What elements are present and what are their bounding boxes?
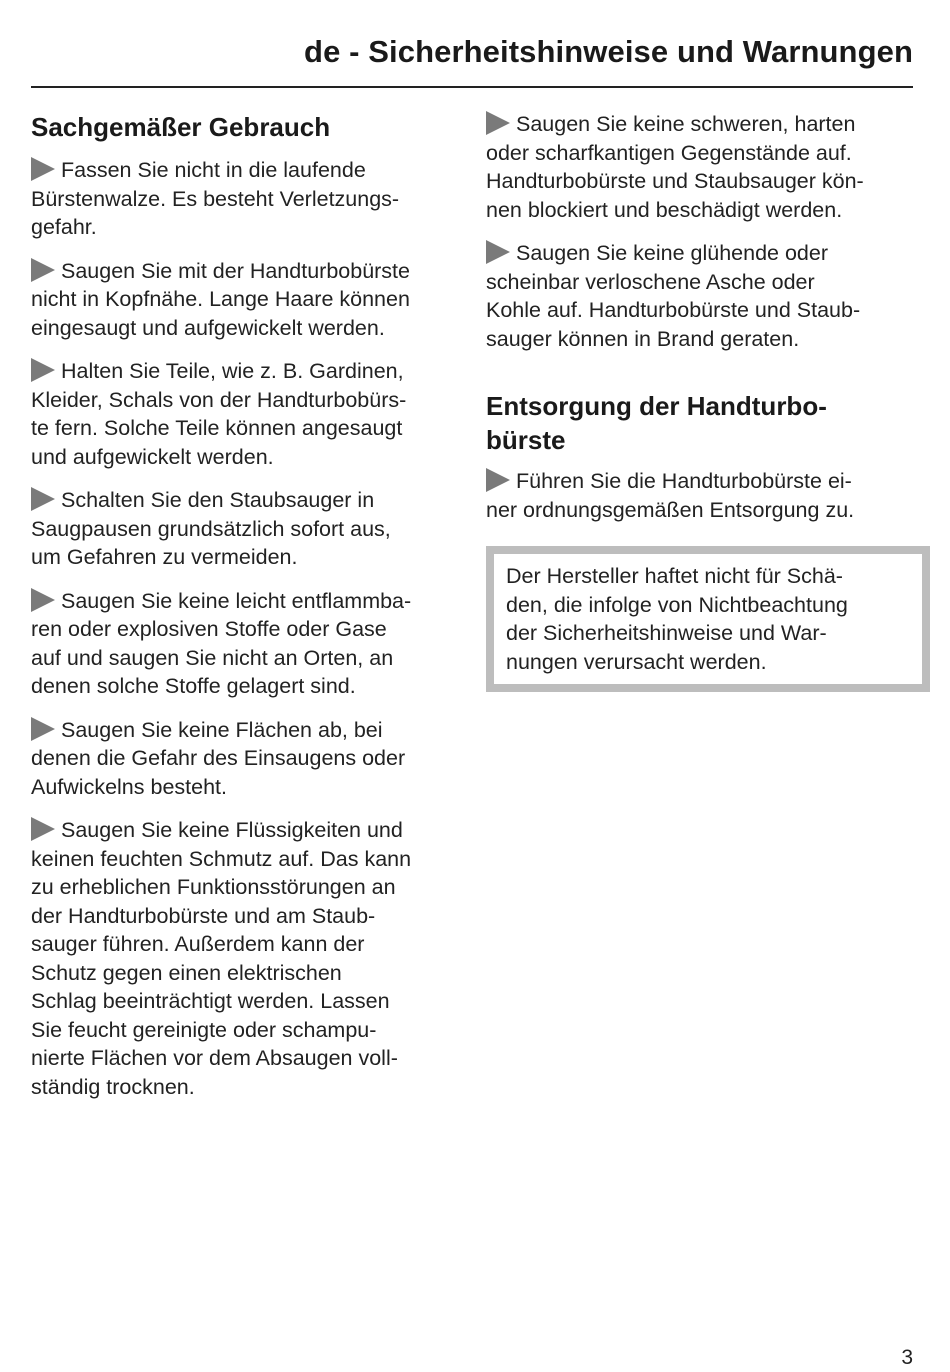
triangle-bullet-icon xyxy=(31,157,55,181)
page-header xyxy=(31,30,913,88)
safety-paragraph: Saugen Sie keine leicht entflammba- ren oder explosiven Stoffe oder Gase auf und saugen Sie nicht an Orten, an denen solche Stoffe gelagert sind. xyxy=(31,588,412,698)
triangle-bullet-icon xyxy=(486,468,510,492)
disposal-paragraph: Führen Sie die Handturbobürste ei- ner ordnungsgemäßen Entsorgung zu. xyxy=(486,469,855,522)
triangle-bullet-icon xyxy=(31,817,55,841)
triangle-bullet-icon xyxy=(31,258,55,282)
page-title: de - Sicherheitshinweise und Warnungen xyxy=(304,34,913,69)
triangle-bullet-icon xyxy=(486,111,510,135)
triangle-bullet-icon xyxy=(486,240,510,264)
page-number: 3 xyxy=(901,1346,913,1369)
safety-paragraph: Saugen Sie keine glühende oder scheinbar verloschene Asche oder Kohle auf. Handturbobürste und Staub- sauger können in Brand geraten. xyxy=(486,241,861,351)
safety-paragraph: Saugen Sie mit der Handturbobürste nicht in Kopfnähe. Lange Haare können eingesaugt und aufgewickelt werden. xyxy=(31,258,410,340)
triangle-bullet-icon xyxy=(31,717,55,741)
safety-paragraph: Saugen Sie keine Flüssigkeiten und keinen feuchten Schmutz auf. Das kann zu erheblichen Funktionsstörungen an der Handturbobürste und am Staub- sauger führen. Außerdem kann der Schutz gegen einen elektrischen Schlag beeinträchtigt werden. Lassen Sie feucht gereinigte oder schampu- nierte Flächen vor dem Absaugen voll- ständig trocknen. xyxy=(31,818,412,1099)
right-column xyxy=(486,110,918,692)
triangle-bullet-icon xyxy=(31,358,55,382)
triangle-bullet-icon xyxy=(31,588,55,612)
left-column xyxy=(31,110,466,1116)
safety-paragraph: Fassen Sie nicht in die laufende Bürstenwalze. Es besteht Verletzungs- gefahr. xyxy=(31,158,400,239)
safety-paragraph: Schalten Sie den Staubsauger in Saugpausen grundsätzlich sofort aus, um Gefahren zu vermeiden. xyxy=(31,488,391,569)
liability-notice-box xyxy=(486,546,930,692)
triangle-bullet-icon xyxy=(31,487,55,511)
safety-paragraph: Saugen Sie keine schweren, harten oder scharfkantigen Gegenstände auf. Handturbobürste und Staubsauger kön- nen blockiert und beschädigt werden. xyxy=(486,112,864,222)
section-title-sachgemaesser-gebrauch: Sachgemäßer Gebrauch xyxy=(31,112,331,142)
section-title-entsorgung: Entsorgung der Handturbo- bürste xyxy=(486,391,827,455)
safety-paragraph: Saugen Sie keine Flächen ab, bei denen die Gefahr des Einsaugens oder Aufwickelns besteht. xyxy=(31,717,406,799)
liability-notice-text: Der Hersteller haftet nicht für Schä- den, die infolge von Nichtbeachtung der Sicherheitshinweise und War- nungen verursacht werden. xyxy=(506,564,848,674)
safety-paragraph: Halten Sie Teile, wie z. B. Gardinen, Kleider, Schals von der Handturbobürs- te fern. Solche Teile können angesaugt und aufgewickelt werden. xyxy=(31,359,407,469)
